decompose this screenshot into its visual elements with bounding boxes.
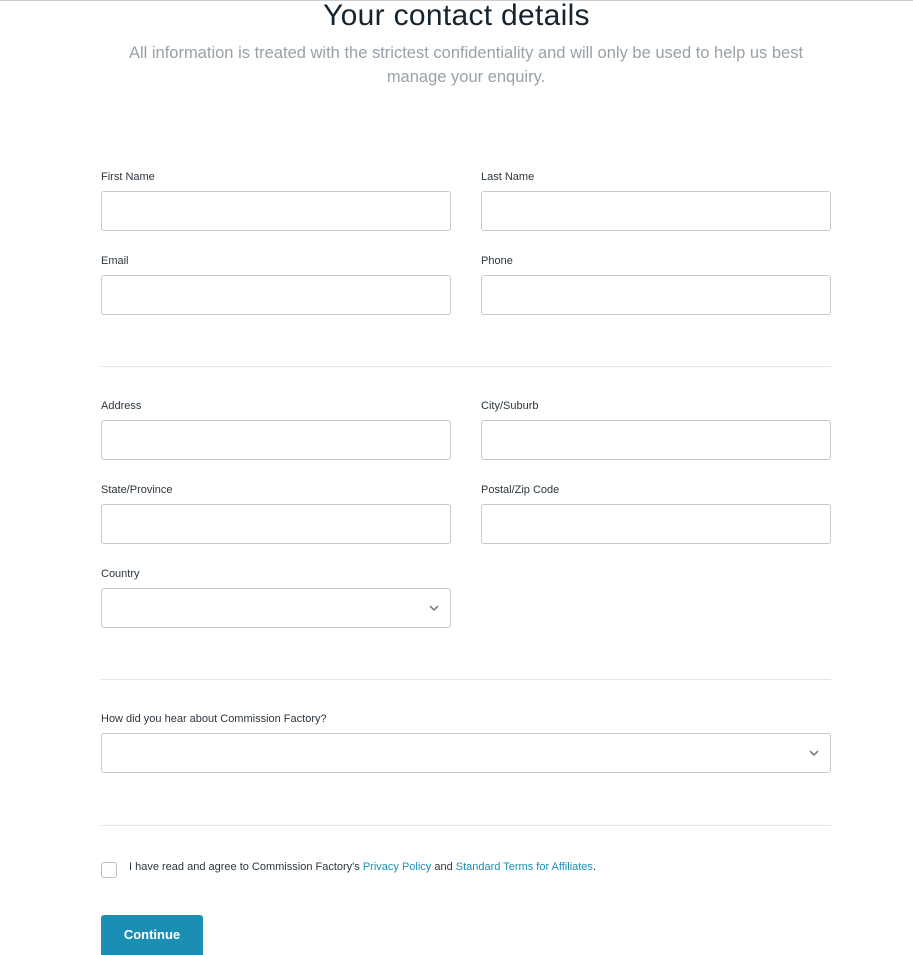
referral-select[interactable] xyxy=(101,733,831,773)
agree-checkbox[interactable] xyxy=(101,862,117,878)
section-divider xyxy=(101,825,831,826)
chevron-down-icon xyxy=(808,748,820,758)
email-label: Email xyxy=(101,255,129,267)
city-input[interactable] xyxy=(481,420,831,460)
continue-button[interactable] xyxy=(101,915,203,955)
state-input[interactable] xyxy=(101,504,451,544)
section-divider xyxy=(101,679,831,680)
agreement-suffix: . xyxy=(592,861,596,873)
section-divider xyxy=(101,366,831,367)
page-title: Your contact details xyxy=(323,0,590,32)
city-label: City/Suburb xyxy=(481,400,539,412)
privacy-policy-link[interactable]: Privacy Policy xyxy=(362,861,432,873)
last-name-input[interactable] xyxy=(481,191,831,231)
referral-label: How did you hear about Commission Factory? xyxy=(101,713,327,725)
continue-label: Continue xyxy=(123,927,181,942)
agreement-middle: and xyxy=(431,861,456,873)
agreement-text xyxy=(129,860,596,874)
postal-label: Postal/Zip Code xyxy=(481,484,560,496)
page-subtitle: All information is treated with the strictest confidentiality and will only be used to help us best manage your enquiry. xyxy=(128,44,804,86)
country-label: Country xyxy=(101,568,140,580)
first-name-input[interactable] xyxy=(101,191,451,231)
phone-input[interactable] xyxy=(481,275,831,315)
address-label: Address xyxy=(101,400,142,412)
first-name-label: First Name xyxy=(101,171,155,183)
state-label: State/Province xyxy=(101,484,173,496)
phone-label: Phone xyxy=(481,255,513,267)
country-select[interactable] xyxy=(101,588,451,628)
email-input[interactable] xyxy=(101,275,451,315)
address-input[interactable] xyxy=(101,420,451,460)
last-name-label: Last Name xyxy=(481,171,535,183)
chevron-down-icon xyxy=(428,603,440,613)
terms-link[interactable]: Standard Terms for Affiliates xyxy=(455,861,593,873)
agreement-prefix: I have read and agree to Commission Factory's xyxy=(129,861,363,873)
postal-input[interactable] xyxy=(481,504,831,544)
